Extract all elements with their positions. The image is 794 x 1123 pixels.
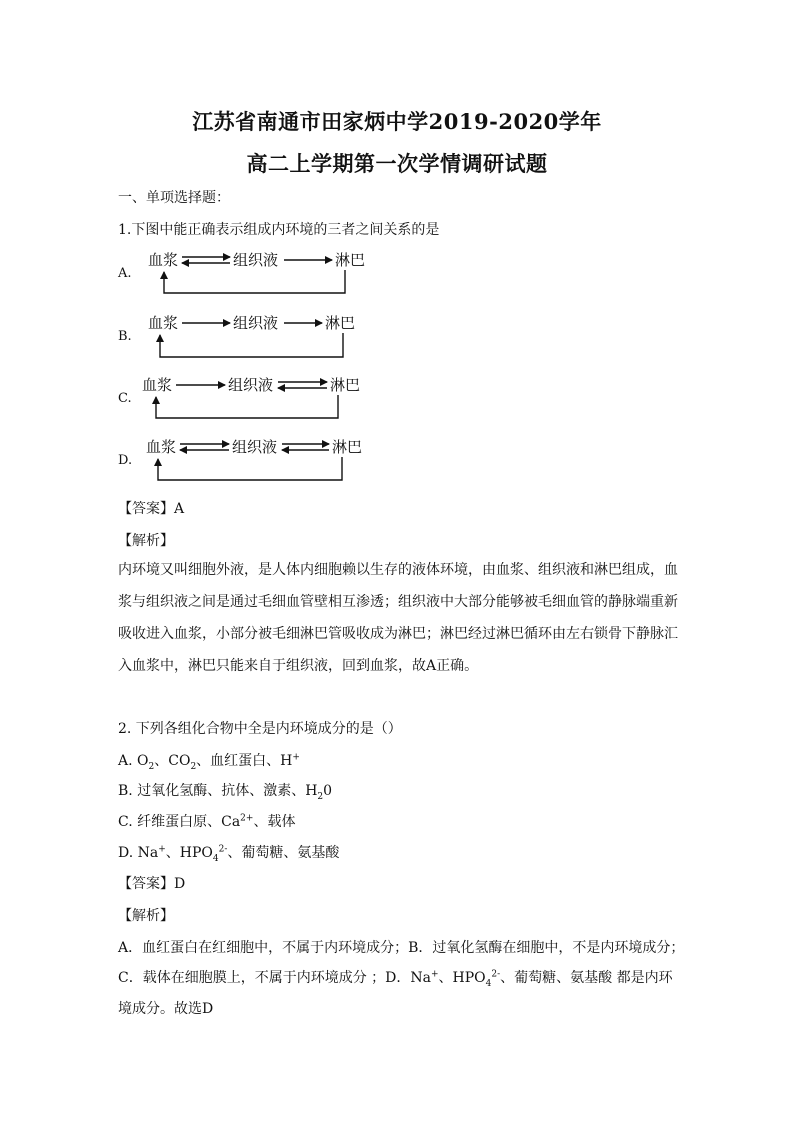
analysis-line: 吸收进入血浆，小部分被毛细淋巴管吸收成为淋巴；淋巴经过淋巴循环由左右锁骨下静脉汇 (118, 626, 678, 642)
question-2-analysis-label: 【解析】 (118, 908, 174, 924)
analysis-line: 内环境又叫细胞外液，是人体内细胞赖以生存的液体环境，由血浆、组织液和淋巴组成，血 (118, 562, 678, 578)
question-2-stem: 2. 下列各组化合物中全是内环境成分的是（） (118, 721, 402, 737)
node-plasma: 血浆 (148, 251, 179, 269)
node-lymph: 淋巴 (330, 376, 361, 394)
option-b-letter: B. (118, 329, 132, 344)
arrow-lymph-to-plasma (160, 333, 343, 357)
analysis-line: 入血浆中，淋巴只能来自于组织液，回到血浆，故A正确。 (118, 658, 479, 674)
option-a-letter: A. (118, 266, 132, 281)
analysis-line: 浆与组织液之间是通过毛细血管壁相互渗透；组织液中大部分能够被毛细血管的静脉端重新 (118, 594, 678, 610)
option-d-diagram (140, 435, 380, 485)
arrow-lymph-to-plasma (156, 395, 338, 418)
question-2-analysis-line-2: C．载体在细胞膜上，不属于内环境成分 ；D．Na+、$HPO_4^{2-}$、葡萄糖、氨基酸 都是内环 (118, 969, 673, 989)
node-tissue-fluid: 组织液 (233, 251, 279, 269)
node-plasma: 血浆 (148, 314, 179, 332)
node-tissue-fluid: 组织液 (233, 314, 279, 332)
question-2-option-c: C. 纤维蛋白原、$Ca^{2+}$、载体 (118, 813, 296, 830)
question-2-option-b: B. 过氧化氢酶、抗体、激素、$H_20$ (118, 783, 333, 802)
question-2-option-a: A. $O_2$、$CO_2$、血红蛋白、H+ (118, 752, 300, 772)
option-b-diagram (140, 311, 380, 361)
node-tissue-fluid: 组织液 (232, 438, 278, 456)
document-title-line1: 江苏省南通市田家炳中学2019-2020学年 (192, 109, 602, 134)
question-1-answer: 【答案】A (118, 501, 185, 517)
node-lymph: 淋巴 (325, 314, 356, 332)
option-a-diagram (140, 248, 380, 298)
question-2-analysis-line-1: A．血红蛋白在红细胞中，不属于内环境成分；B．过氧化氢酶在细胞中，不是内环境成分； (118, 940, 685, 956)
question-1-stem: 1.下图中能正确表示组成内环境的三者之间关系的是 (118, 222, 440, 238)
question-2-answer: 【答案】D (118, 876, 186, 892)
node-lymph: 淋巴 (332, 438, 363, 456)
option-c-letter: C. (118, 391, 132, 406)
question-1-analysis (118, 554, 678, 682)
node-tissue-fluid: 组织液 (228, 376, 274, 394)
node-plasma: 血浆 (142, 376, 173, 394)
node-plasma: 血浆 (146, 438, 177, 456)
section-heading: 一、单项选择题： (118, 190, 230, 206)
arrow-lymph-to-plasma (164, 270, 345, 293)
question-2-analysis-line-3: 境成分。故选D (118, 1001, 214, 1017)
node-lymph: 淋巴 (335, 251, 366, 269)
document-title-line2: 高二上学期第一次学情调研试题 (246, 151, 548, 176)
question-1-analysis-label: 【解析】 (118, 533, 174, 549)
question-2-option-d: D. Na+、$HPO_4^{2-}$、葡萄糖、氨基酸 (118, 844, 340, 864)
option-d-letter: D. (118, 453, 133, 468)
option-c-diagram (140, 373, 380, 423)
arrow-lymph-to-plasma (158, 457, 342, 480)
